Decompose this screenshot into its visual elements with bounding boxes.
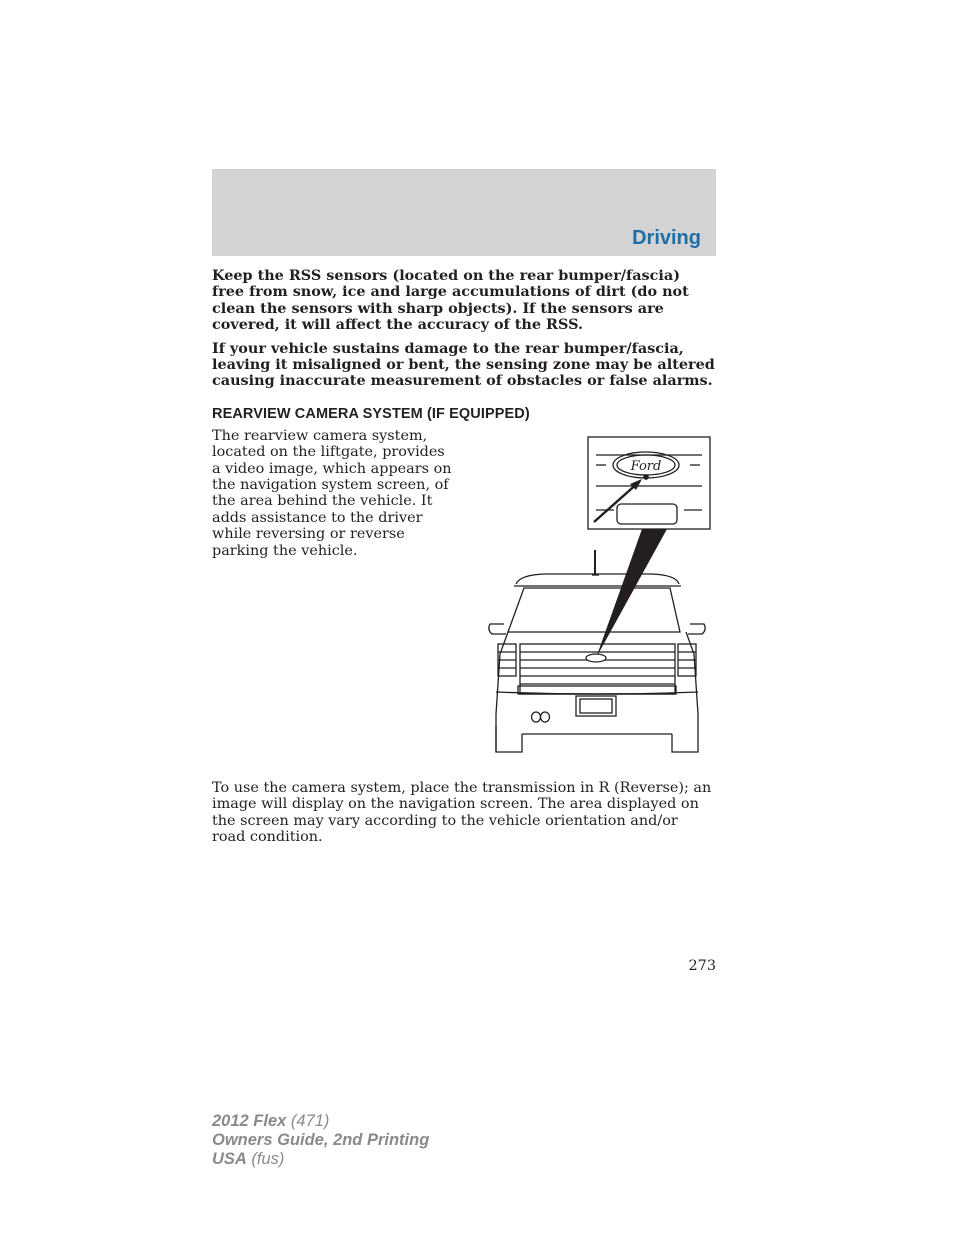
callout-pointer <box>596 529 667 658</box>
footer-market-line: USA (fus) <box>212 1150 285 1168</box>
footer-model-line: 2012 Flex (471) <box>212 1112 330 1130</box>
camera-detail-inset <box>588 437 710 529</box>
ford-logo-text: Ford <box>630 459 662 474</box>
section-heading: REARVIEW CAMERA SYSTEM (IF EQUIPPED) <box>212 405 530 422</box>
usage-paragraph: To use the camera system, place the transmission in R (Reverse); an image will display on the navigation screen. The area displayed on the screen may vary according to the vehicle orientation and/or road condition. <box>212 780 712 846</box>
page-number: 273 <box>688 958 716 974</box>
vehicle-rear-view <box>489 550 705 752</box>
footer-guide-line: Owners Guide, 2nd Printing <box>212 1131 430 1149</box>
intro-paragraph: The rearview camera system, located on the liftgate, provides a video image, which appears on the navigation system screen, of the area behind the vehicle. It adds assistance to the driver while reversing or reverse parking the vehicle. <box>212 427 452 559</box>
section-title: Driving <box>632 227 701 249</box>
warning-paragraph: If your vehicle sustains damage to the rear bumper/fascia, leaving it misaligned or bent, the sensing zone may be altered causing inaccurate measurement of obstacles or false alarms. <box>212 339 715 390</box>
warning-paragraph: Keep the RSS sensors (located on the rear bumper/fascia) free from snow, ice and large accumulations of dirt (do not clean the sensors with sharp objects). If the sensors are covered, it will affect the accuracy of the RSS. <box>212 267 689 334</box>
rearview-camera-illustration <box>484 434 714 756</box>
section-header-band <box>212 169 716 256</box>
document-footer <box>212 1112 429 1169</box>
